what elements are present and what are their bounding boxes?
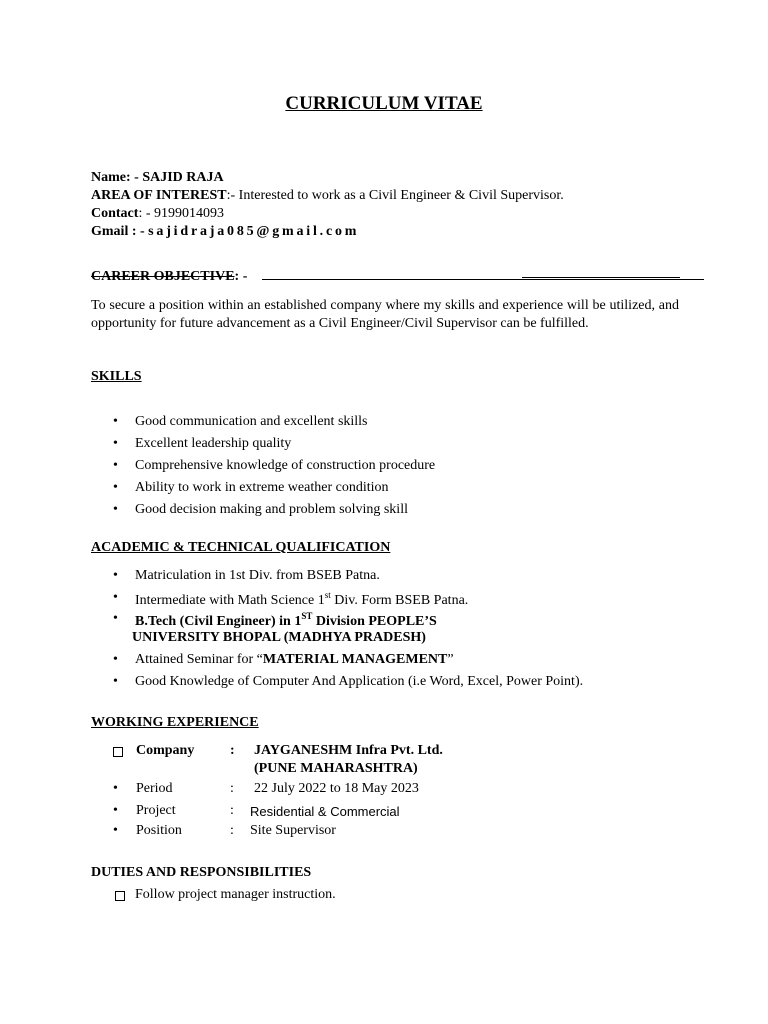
skills-item (113, 458, 118, 474)
contact-label: Contact (91, 206, 139, 221)
skills-item-text: Good communication and excellent skills (135, 414, 368, 429)
contact-value: : - 9199014093 (138, 206, 224, 221)
qualification-heading: ACADEMIC & TECHNICAL QUALIFICATION (91, 540, 391, 555)
skills-item-text: Comprehensive knowledge of construction procedure (135, 458, 436, 473)
gmail-line (91, 224, 359, 240)
bullet-icon: • (113, 502, 118, 517)
bullet-icon: • (113, 590, 118, 605)
seminar-topic: MATERIAL MANAGEMENT (262, 652, 448, 667)
qualification-item-text: Good Knowledge of Computer And Application (i.e Word, Excel, Power Point). (135, 674, 584, 689)
contact-line (91, 206, 224, 222)
bullet-icon: • (113, 458, 118, 473)
company-separator: : (230, 743, 235, 758)
career-objective-heading-line (91, 269, 247, 285)
career-objective-rule (262, 279, 704, 280)
skills-item (113, 480, 118, 496)
ordinal-superscript: st (324, 590, 331, 600)
checkbox-icon (115, 891, 125, 901)
qualification-item (113, 652, 118, 668)
career-objective-text: To secure a position within an established company where my skills and experience will be utilized, and opportunity for future advancement as a Civil Engineer/Civil Supervisor can be fulfilled. (91, 298, 679, 331)
qualification-item-text-part: ” (447, 652, 454, 667)
project-label: Project (136, 803, 176, 818)
qualification-item (113, 611, 118, 627)
page-title: CURRICULUM VITAE (285, 93, 483, 114)
skills-item-text: Ability to work in extreme weather condition (135, 480, 389, 495)
company-label: Company (136, 743, 195, 758)
skills-item (113, 436, 118, 452)
skills-item-text: Good decision making and problem solving skill (135, 502, 408, 517)
gmail-value: sajidraja085@gmail.com (148, 224, 360, 239)
career-objective-heading-suffix: : - (234, 269, 248, 284)
position-separator: : (230, 823, 234, 838)
experience-row-period (113, 781, 118, 797)
bullet-icon: • (113, 414, 118, 429)
position-value: Site Supervisor (250, 823, 336, 838)
career-objective-rule-accent (522, 277, 680, 278)
qualification-item (113, 568, 118, 584)
duties-heading: DUTIES AND RESPONSIBILITIES (91, 865, 312, 880)
bullet-icon: • (113, 803, 118, 818)
bullet-icon: • (113, 436, 118, 451)
experience-row-project (113, 803, 118, 819)
duties-item (115, 889, 125, 905)
interest-value: :- Interested to work as a Civil Engineer & Civil Supervisor. (226, 188, 564, 203)
qualification-item (113, 674, 118, 690)
checkbox-icon (113, 747, 123, 757)
bullet-icon: • (113, 568, 118, 583)
interest-line (91, 188, 564, 204)
project-separator: : (230, 803, 234, 818)
duties-item-text: Follow project manager instruction. (135, 887, 336, 902)
bullet-icon: • (113, 480, 118, 495)
position-label: Position (136, 823, 182, 838)
qualification-item-text-part: Attained Seminar for “ (135, 652, 263, 667)
period-value: 22 July 2022 to 18 May 2023 (254, 781, 419, 796)
qualification-item-text (135, 611, 437, 630)
name-value: SAJID RAJA (142, 170, 224, 185)
period-label: Period (136, 781, 173, 796)
name-line (91, 170, 224, 186)
experience-row-company (113, 745, 123, 761)
qualification-item-text (135, 652, 454, 668)
period-separator: : (230, 781, 234, 796)
qualification-item-text-line2: UNIVERSITY BHOPAL (MADHYA PRADESH) (132, 630, 426, 645)
skills-item-text: Excellent leadership quality (135, 436, 292, 451)
ordinal-superscript: ST (301, 611, 313, 621)
qualification-item-text-part: Division PEOPLE’S (312, 614, 437, 629)
skills-heading: SKILLS (91, 369, 142, 384)
bullet-icon: • (113, 674, 118, 689)
name-label: Name: - (91, 170, 143, 185)
qualification-item-text (135, 590, 468, 609)
skills-item (113, 502, 118, 518)
qualification-item-text-part: Div. Form BSEB Patna. (330, 593, 469, 608)
qualification-item-text-part: B.Tech (Civil Engineer) in 1 (135, 614, 302, 629)
qualification-item-text-part: Intermediate with Math Science 1 (135, 593, 325, 608)
experience-heading: WORKING EXPERIENCE (91, 715, 259, 730)
skills-item (113, 414, 118, 430)
interest-label: AREA OF INTEREST (91, 188, 227, 203)
bullet-icon: • (113, 611, 118, 626)
career-objective-heading: CAREER OBJECTIVE (91, 269, 235, 284)
gmail-label: Gmail : - (91, 224, 149, 239)
bullet-icon: • (113, 781, 118, 796)
bullet-icon: • (113, 652, 118, 667)
company-location: (PUNE MAHARASHTRA) (254, 761, 418, 776)
qualification-item (113, 590, 118, 606)
project-value: Residential & Commercial (250, 804, 400, 819)
experience-row-position (113, 823, 118, 839)
qualification-item-text: Matriculation in 1st Div. from BSEB Patna. (135, 568, 380, 583)
company-value: JAYGANESHM Infra Pvt. Ltd. (254, 743, 443, 758)
bullet-icon: • (113, 823, 118, 838)
